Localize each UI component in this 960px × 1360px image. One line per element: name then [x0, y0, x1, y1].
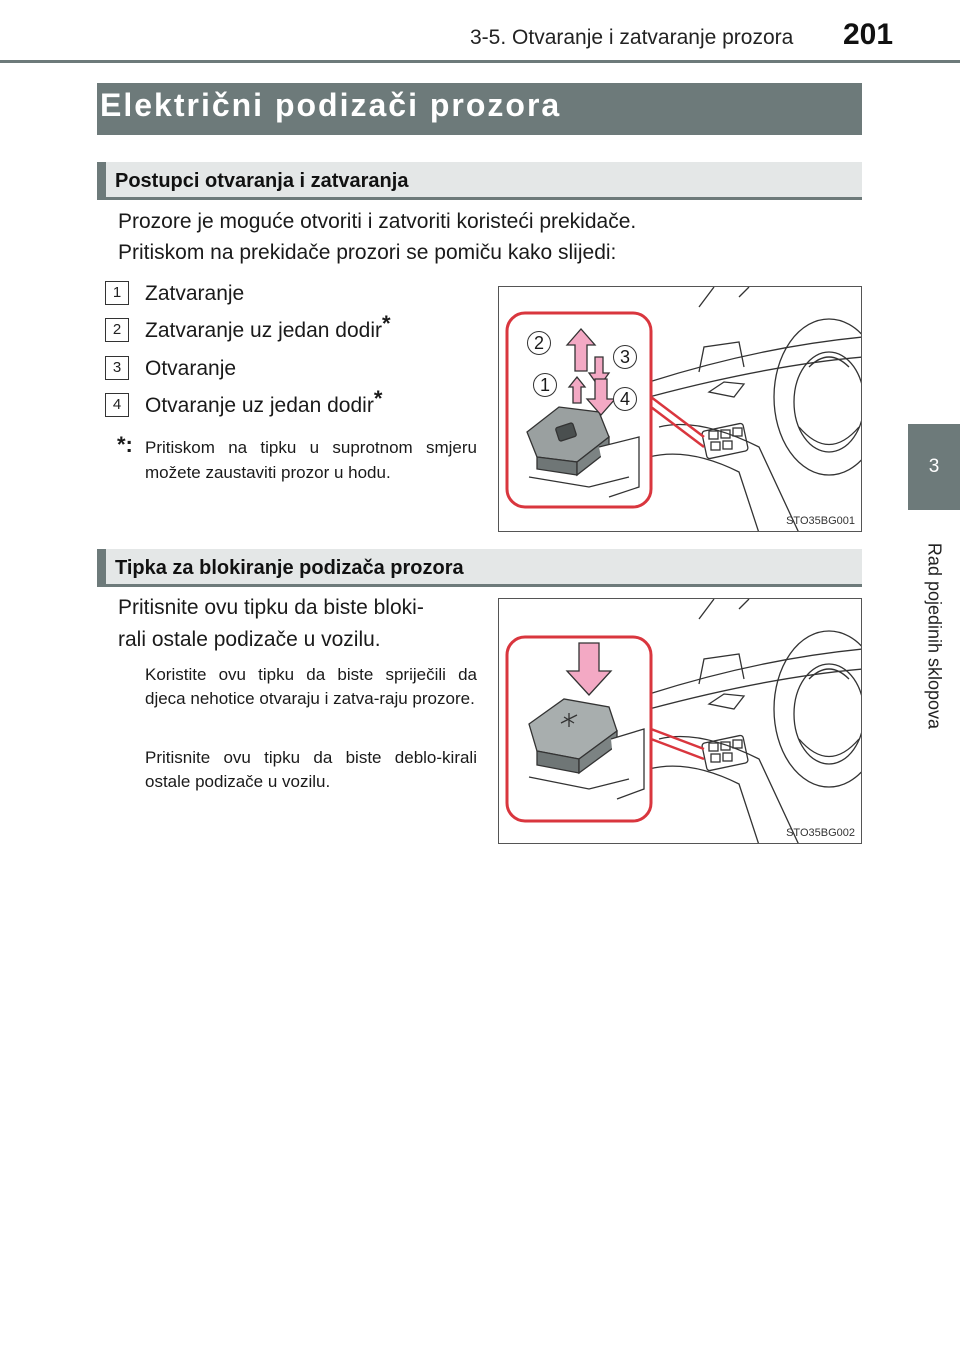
list-item-one-touch-opening: Otvaranje uz jedan dodir* [145, 386, 383, 417]
lock-note-2: Pritisnite ovu tipku da biste deblo-kirali ostale podizače u vozilu. [145, 748, 477, 791]
intro-line-1: Prozore je moguće otvoriti i zatvoriti koristeći prekidače. [118, 210, 637, 233]
running-head: 3-5. Otvaranje i zatvaranje prozora [470, 26, 794, 49]
figure-1-illustration [499, 287, 862, 532]
header-rule [0, 60, 960, 63]
lock-instruction-line-1: Pritisnite ovu tipku da biste bloki- [118, 596, 424, 619]
lock-note-1: Koristite ovu tipku da biste spriječili da djeca nehotice otvaraju i zatva-raju prozore. [145, 665, 477, 708]
section-heading-lock [97, 549, 862, 587]
list-number-3: 3 [105, 356, 129, 380]
list-number-2: 2 [105, 318, 129, 342]
figure-callout-4: 4 [613, 387, 637, 411]
list-item-closing: Zatvaranje [145, 282, 245, 305]
figure-callout-2: 2 [527, 331, 551, 355]
figure-2-illustration [499, 599, 862, 844]
chapter-tab: 3 [908, 424, 960, 510]
list-item-opening: Otvaranje [145, 357, 237, 380]
figure-callout-1: 1 [533, 373, 557, 397]
page-title: Električni podizači prozora [100, 87, 562, 123]
list-item-one-touch-closing: Zatvaranje uz jedan dodir* [145, 311, 391, 342]
figure-code: STO35BG001 [786, 515, 855, 527]
list-number-1: 1 [105, 281, 129, 305]
footnote-mark: *: [117, 432, 133, 457]
figure-callout-3: 3 [613, 345, 637, 369]
intro-line-2: Pritiskom na prekidače prozori se pomiču kako slijedi: [118, 241, 617, 264]
footnote-text: Pritiskom na tipku u suprotnom smjeru možete zaustaviti prozor u hodu. [145, 438, 477, 482]
heading-accent [97, 162, 106, 197]
section-heading-text: Postupci otvaranja i zatvaranja [115, 170, 409, 192]
section-heading-text: Tipka za blokiranje podizača prozora [115, 557, 464, 579]
heading-accent [97, 549, 106, 584]
section-heading-procedures [97, 162, 862, 200]
figure-window-switch [498, 286, 862, 532]
chapter-title: Rad pojedinih sklopova [924, 542, 945, 730]
figure-code: STO35BG002 [786, 827, 855, 839]
figure-lock-switch [498, 598, 862, 844]
lock-instruction-line-2: rali ostale podizače u vozilu. [118, 628, 381, 651]
asterisk: * [381, 311, 391, 336]
asterisk: * [373, 386, 383, 411]
list-number-4: 4 [105, 393, 129, 417]
page-number: 201 [843, 18, 894, 51]
